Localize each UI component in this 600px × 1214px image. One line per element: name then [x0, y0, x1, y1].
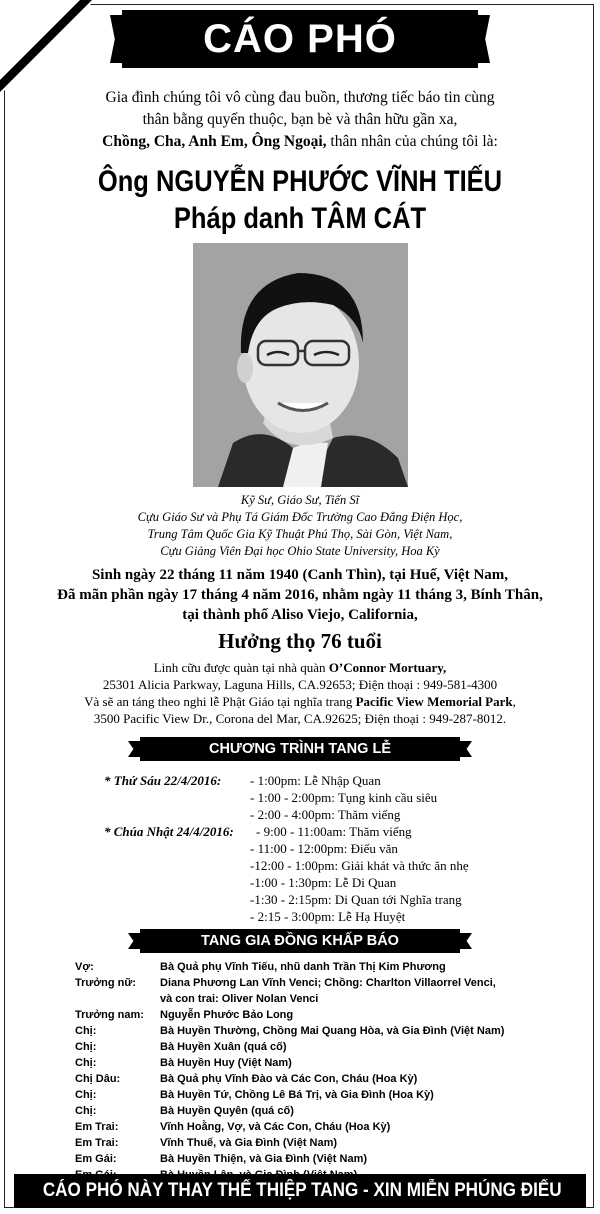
family-member: Bà Huyền Thường, Chồng Mai Quang Hòa, và Gia Đình (Việt Nam) [160, 1025, 505, 1037]
family-list [75, 960, 575, 1184]
family-role: Chị: [75, 1025, 97, 1037]
program-day1-label: * Thứ Sáu 22/4/2016: [104, 773, 222, 788]
program-day2-item-6: - 2:15 - 3:00pm: Lễ Hạ Huyệt [250, 909, 406, 924]
family-row [75, 960, 575, 976]
family-row [75, 1104, 575, 1120]
family-member: Diana Phương Lan Vĩnh Venci; Chồng: Charlton Villaorrel Venci, [160, 977, 496, 989]
footer-banner [14, 1174, 586, 1208]
program-day1-item-3: - 2:00 - 4:00pm: Thăm viếng [250, 807, 401, 822]
family-role: Em Trai: [75, 1121, 119, 1133]
family-row [75, 1136, 575, 1152]
family-role: Vợ: [75, 961, 94, 973]
portrait-photo [193, 243, 408, 487]
family-row [75, 1088, 575, 1104]
family-member: Bà Huyền Thiện, và Gia Đình (Việt Nam) [160, 1153, 368, 1165]
family-role: Em Trai: [75, 1137, 119, 1149]
page-title: CÁO PHÓ [203, 17, 397, 61]
venue-line-2: 25301 Alicia Parkway, Laguna Hills, CA.92653; Điện thoại : 949-581-4300 [102, 677, 498, 692]
deceased-name-wrap [0, 163, 600, 201]
credential-line-2: Cựu Giáo Sư và Phụ Tá Giám Đốc Trường Cao Đẳng Điện Học, [137, 510, 463, 524]
intro-relations: Chồng, Cha, Anh Em, Ông Ngoại, [102, 133, 327, 150]
venue-line-4: 3500 Pacific View Dr., Corona del Mar, CA.92625; Điện thoại : 949-287-8012. [93, 711, 507, 726]
venue-line-3 [0, 694, 600, 711]
mortuary-name: O’Connor Mortuary, [328, 660, 447, 675]
program-day2-item-4: -1:00 - 1:30pm: Lễ Di Quan [250, 875, 397, 890]
program-day2-item-1: - 9:00 - 11:00am: Thăm viếng [256, 824, 412, 839]
family-role: Trưởng nam: [75, 1009, 144, 1021]
program-day2-item-5: -1:30 - 2:15pm: Di Quan tới Nghĩa trang [250, 892, 462, 907]
family-row [75, 992, 575, 1008]
family-row [75, 1040, 575, 1056]
family-role: Chị: [75, 1105, 97, 1117]
mourning-ribbon-icon [0, 0, 100, 100]
credential-line-4: Cựu Giảng Viên Đại học Ohio State University, Hoa Kỳ [160, 544, 440, 558]
family-member: Bà Huyền Huy (Việt Nam) [160, 1057, 292, 1069]
family-member: Nguyễn Phước Bảo Long [160, 1009, 294, 1021]
family-title: TANG GIA ĐỒNG KHẤP BÁO [201, 933, 399, 949]
dharma-name-wrap [0, 200, 600, 238]
dharma-name: Pháp danh TÂM CÁT [173, 202, 427, 235]
family-member: Bà Huyền Quyên (quá cố) [160, 1105, 294, 1117]
venue-line-3-text: Và sẽ an táng theo nghi lễ Phật Giáo tại nghĩa trang [84, 694, 356, 709]
family-row [75, 1008, 575, 1024]
family-member: Vĩnh Thuế, và Gia Đình (Việt Nam) [160, 1137, 338, 1149]
family-member: Vĩnh Hoằng, Vợ, và Các Con, Cháu (Hoa Kỳ) [160, 1121, 391, 1133]
family-row [75, 1120, 575, 1136]
family-member: Bà Huyền Xuân (quá cố) [160, 1041, 287, 1053]
family-member: Bà Quả phụ Vĩnh Tiếu, nhũ danh Trần Thị Kim Phương [160, 961, 446, 973]
cemetery-name: Pacific View Memorial Park [355, 694, 513, 709]
family-row [75, 1056, 575, 1072]
venue-line-1 [0, 660, 600, 677]
program-day1-item-2: - 1:00 - 2:00pm: Tụng kinh cầu siêu [250, 790, 438, 805]
credential-line-1: Kỹ Sư, Giáo Sư, Tiến Sĩ [240, 493, 360, 507]
birth-line: Sinh ngày 22 tháng 11 năm 1940 (Canh Thìn), tại Huế, Việt Nam, [91, 567, 509, 583]
family-role: Chị: [75, 1041, 97, 1053]
intro-line-2: thân bằng quyến thuộc, bạn bè và thân hữu gần xa, [142, 111, 458, 128]
program-day2-item-3: -12:00 - 1:00pm: Giải khát và thức ăn nhẹ [250, 858, 469, 873]
intro-line-3 [0, 131, 600, 152]
intro-line-1: Gia đình chúng tôi vô cùng đau buồn, thương tiếc báo tin cùng [105, 89, 495, 106]
footer-text: CÁO PHÓ NÀY THAY THẾ THIỆP TANG - XIN MIỄN PHÚNG ĐIẾU [42, 1180, 562, 1201]
family-member: và con trai: Oliver Nolan Venci [160, 993, 319, 1005]
death-line: Đã mãn phần ngày 17 tháng 4 năm 2016, nhằm ngày 11 tháng 3, Bính Thân, [57, 587, 543, 603]
family-role: Chị Dâu: [75, 1073, 121, 1085]
family-row [75, 1152, 575, 1168]
family-role: Chị: [75, 1089, 97, 1101]
program-day1-item-1: - 1:00pm: Lễ Nhập Quan [250, 773, 381, 788]
intro-line-3-rest: thân nhân của chúng tôi là: [326, 133, 498, 150]
venue-line-3-post: , [512, 694, 516, 709]
program-title: CHƯƠNG TRÌNH TANG LỄ [208, 741, 391, 757]
venue-line-1-text: Linh cữu được quàn tại nhà quàn [153, 660, 329, 675]
death-place-line: tại thành phố Aliso Viejo, California, [182, 607, 418, 623]
credential-line-3: Trung Tâm Quốc Gia Kỹ Thuật Phú Thọ, Sài Gòn, Việt Nam, [147, 527, 453, 541]
program-day2-item-2: - 11:00 - 12:00pm: Điếu văn [250, 841, 398, 856]
age-line: Hưởng thọ 76 tuổi [218, 629, 382, 653]
family-member: Bà Quả phụ Vĩnh Đào và Các Con, Cháu (Hoa Kỳ) [160, 1073, 418, 1085]
family-role: Trưởng nữ: [75, 977, 137, 989]
family-member: Bà Huyền Tứ, Chồng Lê Bá Trị, và Gia Đình (Hoa Kỳ) [160, 1089, 434, 1101]
program-day2-label: * Chúa Nhật 24/4/2016: [104, 824, 234, 839]
family-row [75, 1072, 575, 1088]
family-role: Em Gái: [75, 1153, 117, 1165]
family-role: Chị: [75, 1057, 97, 1069]
deceased-name: Ông NGUYỄN PHƯỚC VĨNH TIẾU [97, 165, 503, 198]
family-row [75, 976, 575, 992]
family-row [75, 1024, 575, 1040]
